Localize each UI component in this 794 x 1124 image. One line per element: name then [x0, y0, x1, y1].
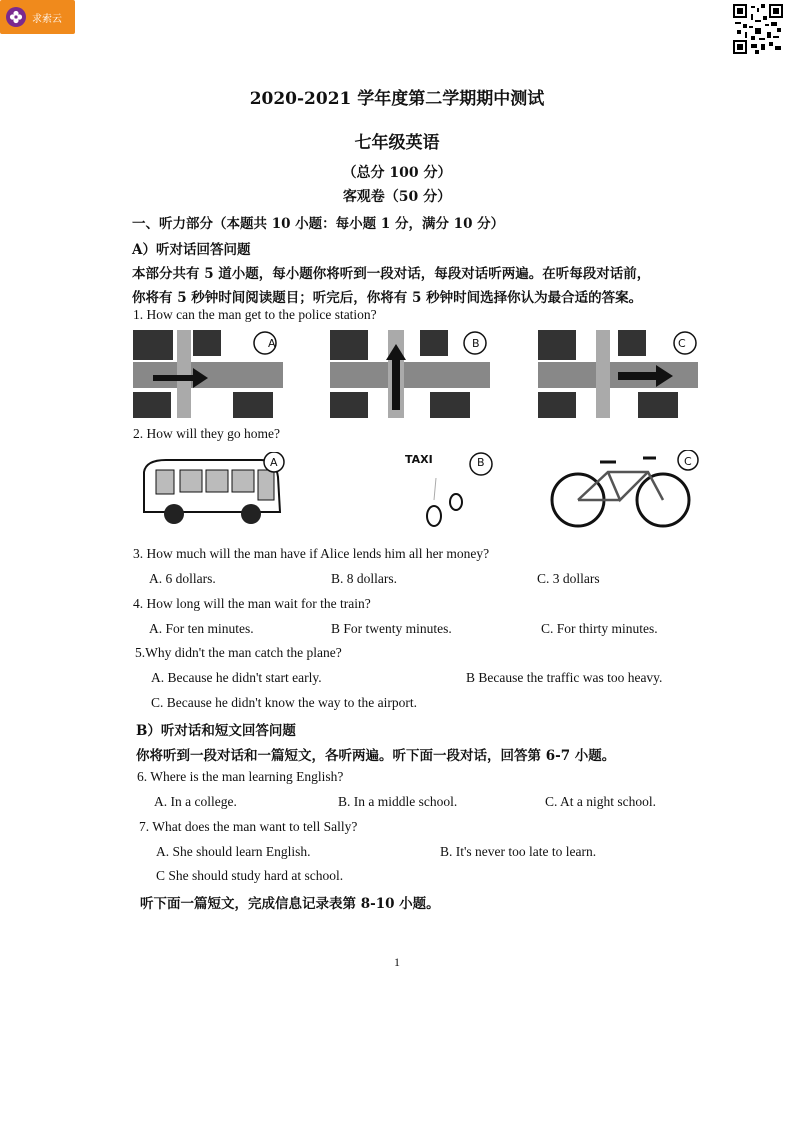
qr-code-icon [733, 4, 783, 54]
q7-option-b: B. It's never too late to learn. [440, 844, 597, 859]
question-5: 5.Why didn't the man catch the plane? [135, 645, 342, 660]
q4-option-c: C. For thirty minutes. [541, 621, 658, 636]
map-option-a [133, 330, 283, 418]
page-number: 1 [394, 955, 400, 969]
taxi-feet-icon [420, 470, 470, 530]
q1-label-a: A [268, 337, 276, 350]
q2-label-c: C [684, 455, 692, 468]
exam-title: 2020-2021 学年度第二学期期中测试 [249, 89, 545, 109]
part-a-intro-2: 你将有 5 秒钟时间阅读题目；听完后，你将有 5 秒钟时间选择你认为最合适的答案。 [132, 290, 643, 306]
passage-intro: 听下面一篇短文，完成信息记录表第 8-10 小题。 [140, 896, 440, 912]
q6-option-a: A. In a college. [154, 794, 237, 809]
question-3: 3. How much will the man have if Alice lends him all her money? [133, 546, 490, 561]
part-a-intro-1: 本部分共有 5 道小题，每小题你将听到一段对话，每段对话听两遍。在听每段对话前， [132, 266, 651, 282]
logo-text: 求索云 [32, 13, 62, 25]
q2-label-a: A [270, 456, 278, 469]
q7-option-c: C She should study hard at school. [156, 868, 344, 883]
q3-option-b: B. 8 dollars. [331, 571, 397, 586]
q6-option-b: B. In a middle school. [338, 794, 458, 809]
part-b-intro: 你将听到一段对话和一篇短文，各听两遍。听下面一段对话，回答第 6-7 小题。 [136, 748, 616, 764]
q5-option-b: B Because the traffic was too heavy. [466, 670, 663, 685]
q3-option-c: C. 3 dollars [537, 571, 600, 586]
question-6: 6. Where is the man learning English? [137, 769, 344, 784]
question-2: 2. How will they go home? [133, 426, 280, 441]
q2-label-b: B [477, 456, 485, 469]
map-option-b [330, 330, 490, 418]
section-heading: 一、听力部分（本题共 10 小题：每小题 1 分，满分 10 分） [132, 216, 505, 232]
question-1: 1. How can the man get to the police station? [133, 307, 377, 322]
q5-option-a: A. Because he didn't start early. [151, 670, 322, 685]
q4-option-a: A. For ten minutes. [149, 621, 254, 636]
brand-logo [0, 0, 75, 34]
question-7: 7. What does the man want to tell Sally? [139, 819, 358, 834]
q7-option-a: A. She should learn English. [156, 844, 311, 859]
q5-option-c: C. Because he didn't know the way to the airport. [151, 695, 417, 710]
flower-icon [6, 7, 26, 27]
map-option-c [538, 330, 698, 418]
q3-option-a: A. 6 dollars. [149, 571, 216, 586]
taxi-label: TAXI [405, 453, 433, 466]
question-4: 4. How long will the man wait for the train? [133, 596, 371, 611]
subject-title: 七年级英语 [354, 133, 440, 153]
bus-icon [136, 452, 286, 532]
q6-option-c: C. At a night school. [545, 794, 656, 809]
q1-label-c: C [678, 337, 686, 350]
bicycle-icon [548, 450, 700, 530]
part-b-heading: B）听对话和短文回答问题 [136, 723, 296, 739]
q1-label-b: B [472, 337, 480, 350]
q4-option-b: B For twenty minutes. [331, 621, 452, 636]
part-a-heading: A）听对话回答问题 [132, 242, 251, 258]
objective-section: 客观卷（50 分） [342, 189, 452, 205]
total-score: （总分 100 分） [342, 165, 452, 181]
